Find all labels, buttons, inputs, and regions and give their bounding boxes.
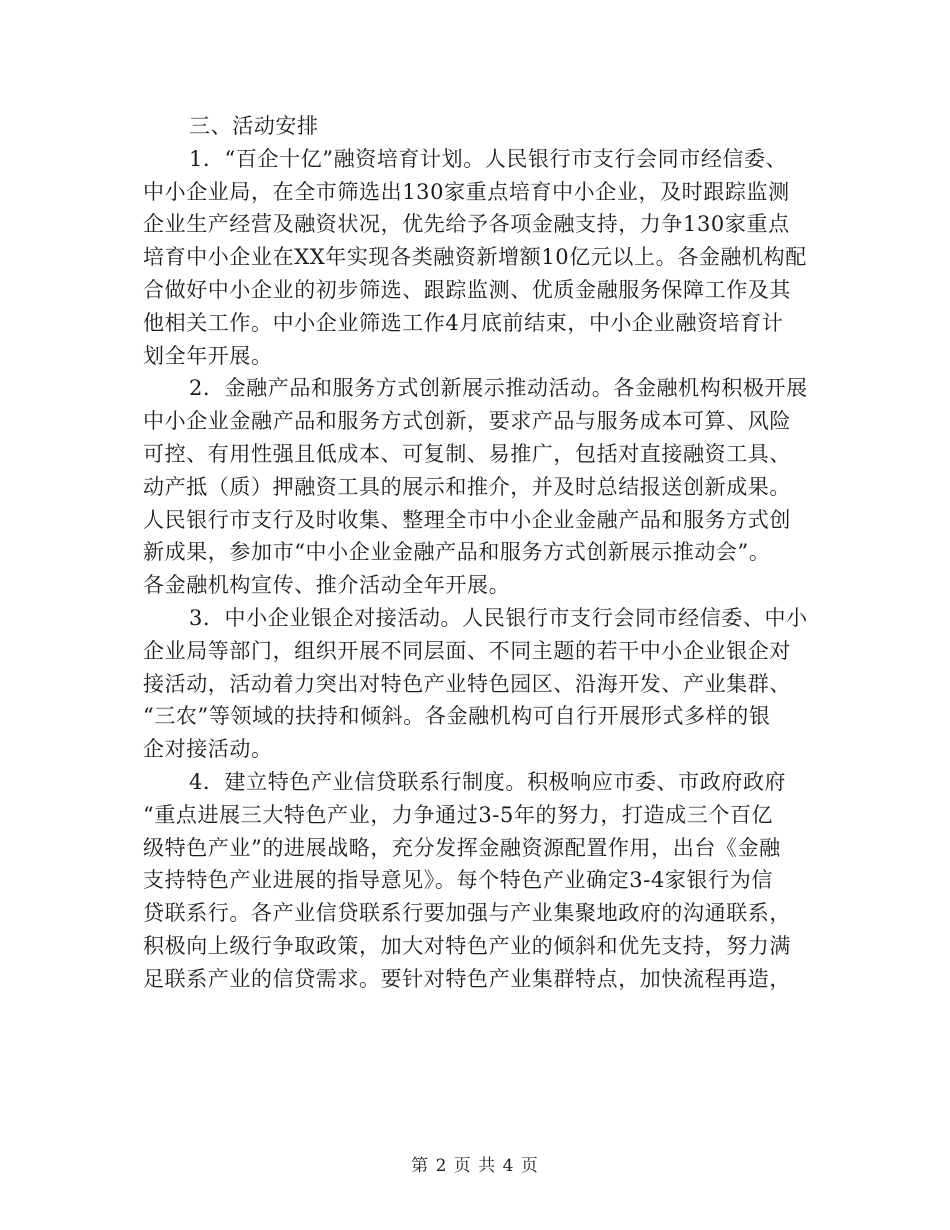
- text-line: 合做好中小企业的初步筛选、跟踪监测、优质金融服务保障工作及其: [143, 277, 791, 302]
- text-line: 培育中小企业在XX年实现各类融资新增额10亿元以上。各金融机构配: [143, 245, 807, 270]
- text-line: 4．建立特色产业信贷联系行制度。积极响应市委、市政府政府: [189, 769, 787, 794]
- text-line: 贷联系行。各产业信贷联系行要加强与产业集聚地政府的沟通联系，: [143, 901, 791, 926]
- text-line: 人民银行市支行及时收集、整理全市中小企业金融产品和服务方式创: [143, 507, 791, 532]
- text-line: 划全年开展。: [143, 343, 273, 368]
- text-line: 3．中小企业银企对接活动。人民银行市支行会同市经信委、中小: [189, 605, 808, 630]
- text-line: 中小企业局，在全市筛选出130家重点培育中小企业，及时跟踪监测: [143, 179, 790, 204]
- text-line: 动产抵（质）押融资工具的展示和推介，并及时总结报送创新成果。: [143, 474, 791, 499]
- text-line: 企业生产经营及融资状况，优先给予各项金融支持，力争130家重点: [143, 212, 790, 237]
- text-line: “三农”等领域的扶持和倾斜。各金融机构可自行开展形式多样的银: [143, 704, 771, 729]
- text-line: 支持特色产业进展的指导意见》。每个特色产业确定3-4家银行为信: [143, 868, 773, 893]
- text-line: 接活动，活动着力突出对特色产业特色园区、沿海开发、产业集群、: [143, 671, 791, 696]
- text-line: “重点进展三大特色产业，力争通过3-5年的努力，打造成三个百亿: [143, 802, 774, 827]
- text-line: 新成果，参加市“中小企业金融产品和服务方式创新展示推动会”。: [143, 540, 771, 565]
- page-footer: 第 2 页 共 4 页: [411, 1156, 539, 1176]
- text-line: 级特色产业”的进展战略，充分发挥金融资源配置作用，出台《金融: [143, 835, 781, 860]
- text-line: 各金融机构宣传、推介活动全年开展。: [143, 573, 511, 598]
- text-line: 三、活动安排: [189, 114, 319, 138]
- text-line: 可控、有用性强且低成本、可复制、易推广，包括对直接融资工具、: [143, 441, 791, 466]
- text-line: 企业局等部门，组织开展不同层面、不同主题的若干中小企业银企对: [143, 638, 791, 663]
- text-line: 积极向上级行争取政策，加大对特色产业的倾斜和优先支持，努力满: [143, 933, 791, 958]
- text-line: 企对接活动。: [143, 737, 273, 762]
- text-line: 足联系产业的信贷需求。要针对特色产业集群特点，加快流程再造，: [143, 966, 791, 991]
- text-line: 2．金融产品和服务方式创新展示推动活动。各金融机构积极开展: [189, 376, 808, 401]
- text-line: 中小企业金融产品和服务方式创新，要求产品与服务成本可算、风险: [143, 409, 791, 434]
- text-line: 1．“百企十亿”融资培育计划。人民银行市支行会同市经信委、: [189, 146, 788, 171]
- text-line: 他相关工作。中小企业筛选工作4月底前结束，中小企业融资培育计: [143, 310, 784, 335]
- document-body: [143, 110, 811, 996]
